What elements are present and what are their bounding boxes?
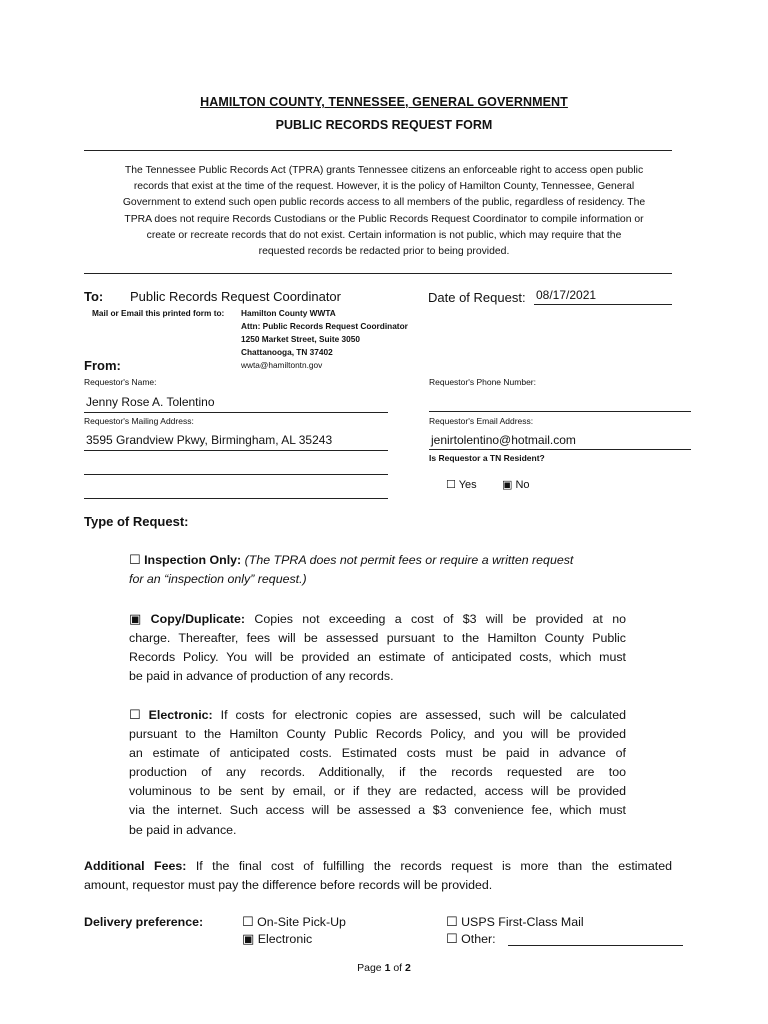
checkbox-checked-icon[interactable]: ▣ xyxy=(502,478,513,491)
mailing-underline-3 xyxy=(84,498,388,499)
additional-fees xyxy=(84,857,672,895)
checkbox-empty-icon[interactable]: ☐ xyxy=(242,915,254,930)
delivery-electronic-label: Electronic xyxy=(257,932,313,946)
electronic-text: via the internet. Such access will be assessed a $3 convenience fee, which must xyxy=(129,803,626,818)
address-line: 1250 Market Street, Suite 3050 xyxy=(241,334,360,344)
intro-line: Government to extend such open public records access to all members of the public, regardless of residency. The xyxy=(122,197,646,209)
form-title: PUBLIC RECORDS REQUEST FORM xyxy=(275,118,493,132)
divider xyxy=(84,150,672,151)
inspection-note: for an “inspection only” request.) xyxy=(129,572,307,587)
electronic-option xyxy=(129,706,626,840)
request-type-label: Type of Request: xyxy=(84,514,189,529)
additional-fees-text: amount, requestor must pay the difference before records will be provided. xyxy=(84,878,493,893)
mailing-field[interactable]: 3595 Grandview Pkwy, Birmingham, AL 35243 xyxy=(86,433,333,447)
page-word: Page xyxy=(357,962,382,974)
form-agency-title: HAMILTON COUNTY, TENNESSEE, GENERAL GOVERNMENT xyxy=(200,95,568,109)
phone-label: Requestor's Phone Number: xyxy=(429,377,536,387)
copy-text: Copies not exceeding a cost of $3 will be provided at no xyxy=(254,612,626,626)
address-line: Attn: Public Records Request Coordinator xyxy=(241,321,408,331)
date-underline xyxy=(534,304,672,305)
page-number xyxy=(0,962,768,974)
name-field[interactable]: Jenny Rose A. Tolentino xyxy=(86,395,215,409)
electronic-text: an estimate of anticipated costs. Estimated costs must be paid in advance of xyxy=(129,746,626,761)
electronic-text: pursuant to the Hamilton County Public Records Policy, and you will be provided xyxy=(129,727,626,742)
mailing-underline-2 xyxy=(84,474,388,475)
address-line: Chattanooga, TN 37402 xyxy=(241,347,333,357)
checkbox-empty-icon[interactable]: ☐ xyxy=(129,553,141,568)
electronic-text: voluminous to be sent by email, or if they are redacted, access will be provided xyxy=(129,784,626,799)
mailing-address-block xyxy=(241,307,408,372)
copy-text: Records Policy. You will be provided an estimate of anticipated costs, which must xyxy=(129,650,626,665)
phone-underline xyxy=(429,411,691,412)
to-value: Public Records Request Coordinator xyxy=(130,289,341,304)
intro-line: requested records be redacted prior to being provided. xyxy=(258,246,510,258)
delivery-label: Delivery preference: xyxy=(84,915,204,929)
electronic-text: production of any records. Additionally, if the records requested are too xyxy=(129,765,626,780)
intro-line: create or recreate records that do not exist. Certain information is not public, which may require that the xyxy=(146,229,622,241)
intro-paragraph xyxy=(86,163,682,260)
checkbox-checked-icon[interactable]: ▣ xyxy=(129,612,142,627)
delivery-other-option[interactable] xyxy=(446,930,496,949)
from-label: From: xyxy=(84,358,121,373)
additional-fees-text: If the final cost of fulfilling the records request is more than the estimated xyxy=(195,859,672,873)
delivery-usps-label: USPS First-Class Mail xyxy=(461,915,584,929)
electronic-text: be paid in advance. xyxy=(129,822,237,837)
inspection-title: Inspection Only: xyxy=(144,553,242,567)
resident-no-option[interactable] xyxy=(502,478,530,491)
copy-text: be paid in advance of production of any records. xyxy=(129,669,394,684)
additional-fees-title: Additional Fees: xyxy=(84,859,187,873)
page-total: 2 xyxy=(405,962,411,974)
checkbox-empty-icon[interactable]: ☐ xyxy=(446,932,458,947)
email-underline xyxy=(429,449,691,450)
divider xyxy=(84,273,672,274)
copy-title: Copy/Duplicate: xyxy=(150,612,245,626)
address-line: wwta@hamiltontn.gov xyxy=(241,360,323,370)
mailing-underline xyxy=(84,450,388,451)
electronic-title: Electronic: xyxy=(148,708,213,722)
resident-label: Is Requestor a TN Resident? xyxy=(429,453,545,463)
page-of: of xyxy=(393,962,403,974)
date-field[interactable]: 08/17/2021 xyxy=(536,288,597,302)
checkbox-checked-icon[interactable]: ▣ xyxy=(242,932,255,947)
checkbox-empty-icon[interactable]: ☐ xyxy=(446,478,456,491)
delivery-other-label: Other: xyxy=(461,932,496,946)
resident-yes-option[interactable] xyxy=(446,478,477,491)
intro-line: TPRA does not require Records Custodians or the Public Records Request Coordinator to compile information or xyxy=(124,213,644,225)
intro-line: records that exist at the time of the request. However, it is the policy of Hamilton County, Tennessee, General xyxy=(133,181,635,193)
name-label: Requestor's Name: xyxy=(84,377,157,387)
email-field[interactable]: jenirtolentino@hotmail.com xyxy=(431,433,576,447)
name-underline xyxy=(84,412,388,413)
delivery-electronic-option[interactable] xyxy=(242,930,312,949)
address-line: Hamilton County WWTA xyxy=(241,308,336,318)
email-label: Requestor's Email Address: xyxy=(429,416,534,426)
inspection-option xyxy=(129,551,629,589)
date-label: Date of Request: xyxy=(428,290,526,305)
other-underline[interactable] xyxy=(508,945,683,946)
to-label: To: xyxy=(84,289,104,304)
checkbox-empty-icon[interactable]: ☐ xyxy=(129,708,141,723)
page-current: 1 xyxy=(384,962,391,974)
resident-yes-label: Yes xyxy=(458,479,477,491)
inspection-note: (The TPRA does not permit fees or require a written request xyxy=(244,553,574,567)
delivery-onsite-label: On-Site Pick-Up xyxy=(257,915,346,929)
checkbox-empty-icon[interactable]: ☐ xyxy=(446,915,458,930)
copy-text: charge. Thereafter, fees will be assessed pursuant to the Hamilton County Public xyxy=(129,631,626,646)
mail-instruction: Mail or Email this printed form to: xyxy=(92,308,225,318)
electronic-text: If costs for electronic copies are assessed, such will be calculated xyxy=(220,708,626,722)
intro-line: The Tennessee Public Records Act (TPRA) grants Tennessee citizens an enforceable right to access open public xyxy=(124,165,644,176)
mailing-label: Requestor's Mailing Address: xyxy=(84,416,194,426)
resident-no-label: No xyxy=(515,479,530,491)
copy-option xyxy=(129,610,626,686)
